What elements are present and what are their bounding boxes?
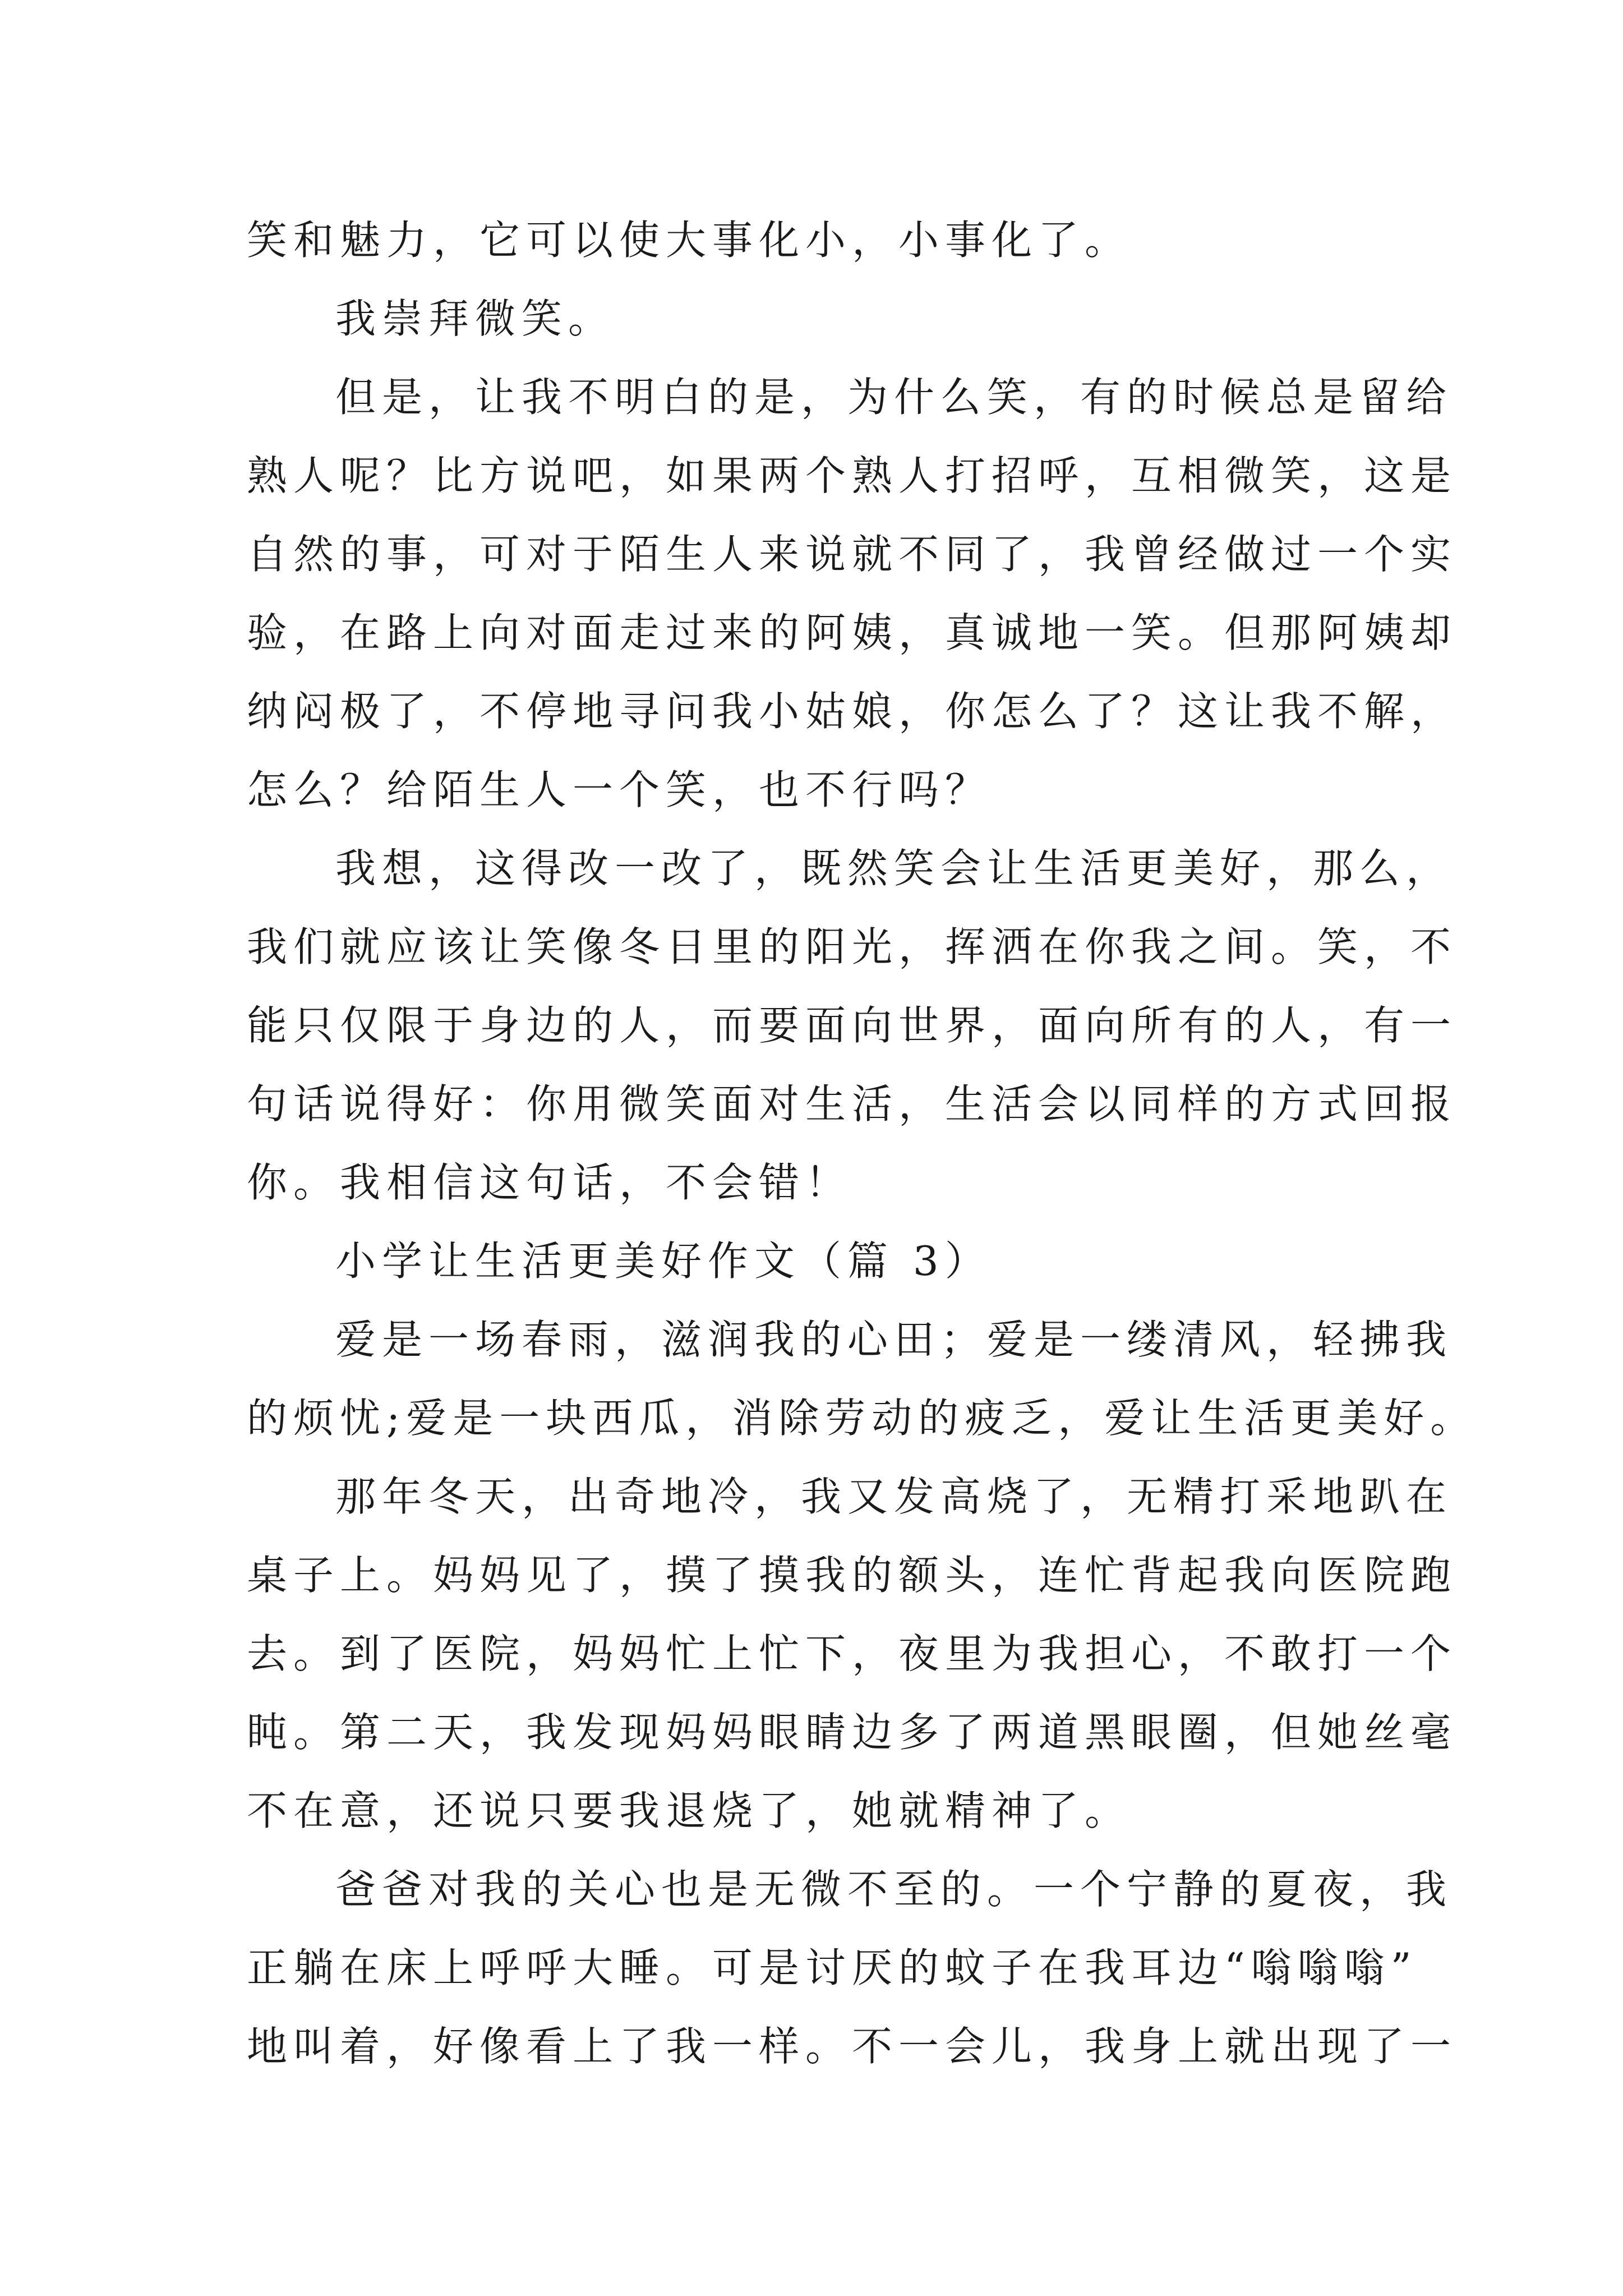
text-line: 你。我相信这句话，不会错！ [247,1159,852,1206]
text-line: 纳闷极了，不停地寻问我小姑娘，你怎么了？这让我不解， [247,688,1458,735]
paragraph-start: 我想，这得改一改了，既然笑会让生活更美好，那么， [335,845,1453,892]
text-line: 我崇拜微笑。 [335,295,615,342]
text-line: 能只仅限于身边的人，而要面向世界，面向所有的人，有一 [247,1002,1458,1049]
text-line: 笑和魅力，它可以使大事化小，小事化了。 [247,217,1132,264]
paragraph-start: 但是，让我不明白的是，为什么笑，有的时候总是留给 [335,374,1453,421]
paragraph-start: 爱是一场春雨，滋润我的心田；爱是一缕清风，轻拂我 [335,1316,1453,1363]
text-line: 盹。第二天，我发现妈妈眼睛边多了两道黑眼圈，但她丝毫 [247,1709,1458,1756]
text-line: 怎么？给陌生人一个笑，也不行吗？ [247,766,992,813]
paragraph-start: 那年冬天，出奇地冷，我又发高烧了，无精打采地趴在 [335,1473,1453,1520]
text-line: 正躺在床上呼呼大睡。可是讨厌的蚊子在我耳边“嗡嗡嗡” [247,1944,1418,1991]
text-line: 我们就应该让笑像冬日里的阳光，挥洒在你我之间。笑，不 [247,923,1458,970]
text-line: 自然的事，可对于陌生人来说就不同了，我曾经做过一个实 [247,531,1458,578]
text-line: 去。到了医院，妈妈忙上忙下，夜里为我担心，不敢打一个 [247,1630,1458,1677]
text-line: 熟人呢？比方说吧，如果两个熟人打招呼，互相微笑，这是 [247,452,1458,499]
text-line: 地叫着，好像看上了我一样。不一会儿，我身上就出现了一 [247,2023,1458,2070]
paragraph-start: 爸爸对我的关心也是无微不至的。一个宁静的夏夜，我 [335,1866,1453,1913]
text-line: 句话说得好：你用微笑面对生活，生活会以同样的方式回报 [247,1080,1458,1128]
text-line: 验，在路上向对面走过来的阿姨，真诚地一笑。但那阿姨却 [247,609,1458,656]
text-line: 桌子上。妈妈见了，摸了摸我的额头，连忙背起我向医院跑 [247,1552,1458,1599]
section-heading: 小学让生活更美好作文（篇 3） [335,1237,992,1285]
text-line: 的烦忧;爱是一块西瓜，消除劳动的疲乏，爱让生活更美好。 [247,1395,1477,1442]
text-line: 不在意，还说只要我退烧了，她就精神了。 [247,1787,1132,1834]
